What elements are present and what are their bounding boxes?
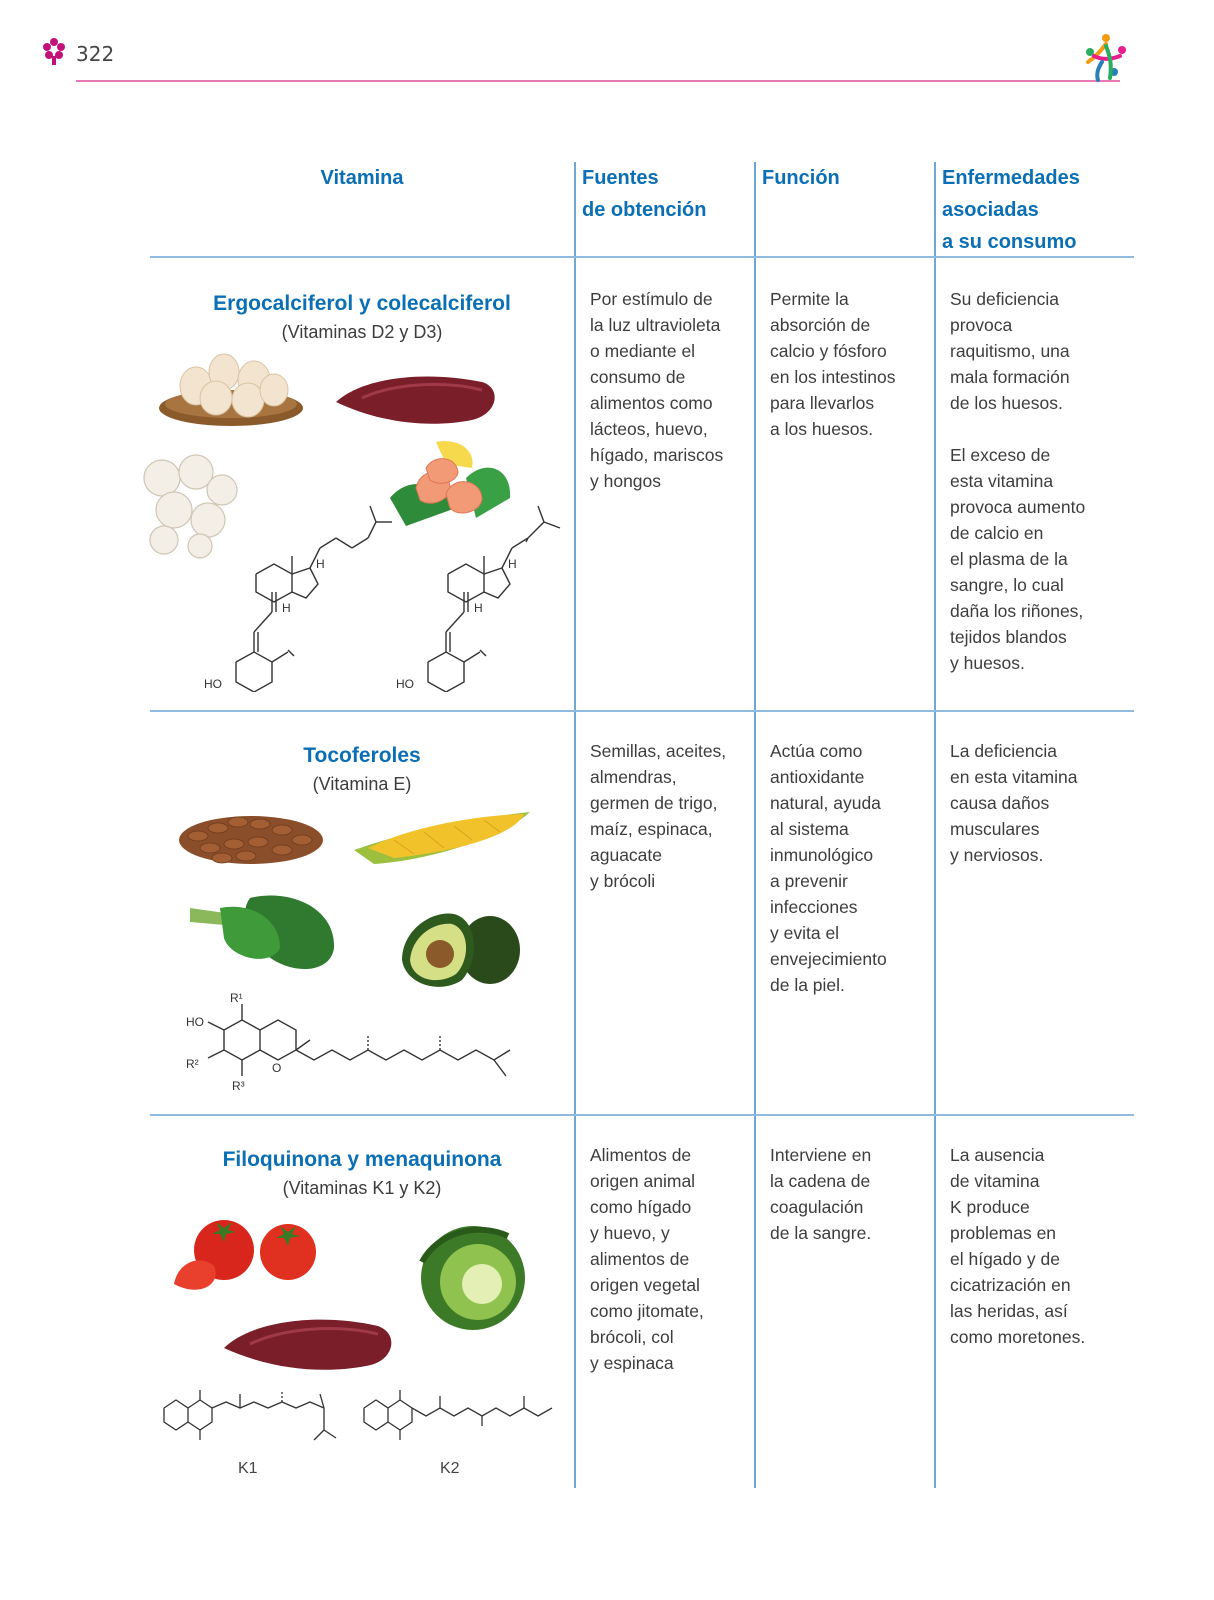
mol-label-ho: HO <box>186 1015 204 1029</box>
sources-cell: Por estímulo de la luz ultravioleta o mediante el consumo de alimentos como lácteos, huevo, hígado, mariscos y hongos <box>590 289 724 491</box>
row-divider <box>150 710 1134 712</box>
column-header-funcion: Función <box>762 167 840 189</box>
vitamin-name: Tocoferoles <box>303 744 421 767</box>
mol-label-ho: HO <box>396 677 414 691</box>
column-divider <box>574 162 576 1488</box>
mol-label-h: H <box>474 601 483 615</box>
vitamins-table <box>150 158 1134 1488</box>
vitamin-subtitle: (Vitaminas D2 y D3) <box>281 322 443 342</box>
spinach-image <box>190 888 340 978</box>
dancing-figures-logo-icon <box>1080 32 1132 84</box>
column-header-vitamina: Vitamina <box>320 167 404 189</box>
mol-label-r2: R² <box>186 1057 199 1071</box>
almonds-image <box>176 800 326 870</box>
page-header <box>40 34 1140 94</box>
column-divider <box>934 162 936 1488</box>
sources-cell: Semillas, aceites, almendras, germen de trigo, maíz, espinaca, aguacate y brócoli <box>590 741 727 891</box>
mol-label-r1: R¹ <box>230 991 243 1005</box>
diseases-cell: Su deficiencia provoca raquitismo, una mala formación de los huesos. El exceso de esta vitamina provoca aumento de calcio en el plasma de la sangre, lo cual daña los riñones, tejidos blandos y huesos. <box>950 289 1086 673</box>
column-divider <box>754 162 756 1488</box>
vitamin-d-molecules-image <box>176 492 566 692</box>
cabbage-image <box>408 1222 538 1332</box>
diseases-cell: La deficiencia en esta vitamina causa daños musculares y nerviosos. <box>950 741 1078 865</box>
corn-image <box>354 806 534 866</box>
mol-label-o: O <box>272 1061 282 1075</box>
mol-label-ho: HO <box>204 677 222 691</box>
vitamin-name: Ergocalciferol y colecalciferol <box>213 292 511 315</box>
molecule-label-k2: K2 <box>440 1460 460 1477</box>
eggs-image <box>156 350 306 430</box>
function-cell: Permite la absorción de calcio y fósforo en los intestinos para llevarlos a los huesos. <box>770 289 896 439</box>
tomatoes-image <box>170 1214 320 1300</box>
liver-image <box>332 368 502 428</box>
diseases-cell: La ausencia de vitamina K produce problemas en el hígado y de cicatrización en las heridas, así como moretones. <box>950 1145 1086 1347</box>
vitamin-subtitle: (Vitamina E) <box>312 774 412 794</box>
liver-image <box>220 1308 400 1374</box>
vitamin-subtitle: (Vitaminas K1 y K2) <box>282 1178 442 1198</box>
function-cell: Actúa como antioxidante natural, ayuda al sistema inmunológico a prevenir infecciones y evita el envejecimiento de la piel. <box>770 741 887 995</box>
mol-label-h: H <box>508 557 517 571</box>
vitamin-name: Filoquinona y menaquinona <box>222 1148 502 1171</box>
row-divider <box>150 1114 1134 1116</box>
mol-label-h: H <box>282 601 291 615</box>
sources-cell: Alimentos de origen animal como hígado y huevo, y alimentos de origen vegetal como jitomate, brócoli, col y espinaca <box>590 1145 704 1373</box>
header-rule <box>76 80 1120 82</box>
column-header-enfermedades: Enfermedades asociadas a su consumo <box>942 167 1080 253</box>
vitamin-k-molecules-image <box>160 1380 560 1450</box>
page-number: 322 <box>76 42 115 66</box>
function-cell: Interviene en la cadena de coagulación de la sangre. <box>770 1145 872 1243</box>
mol-label-h: H <box>316 557 325 571</box>
column-header-fuentes: Fuentes de obtención <box>582 167 707 221</box>
avocado-image <box>382 900 522 990</box>
molecule-label-k1: K1 <box>238 1460 258 1477</box>
flower-ornament-icon <box>40 36 68 66</box>
tocopherol-molecule-image <box>184 990 524 1100</box>
mol-label-r3: R³ <box>232 1079 245 1093</box>
